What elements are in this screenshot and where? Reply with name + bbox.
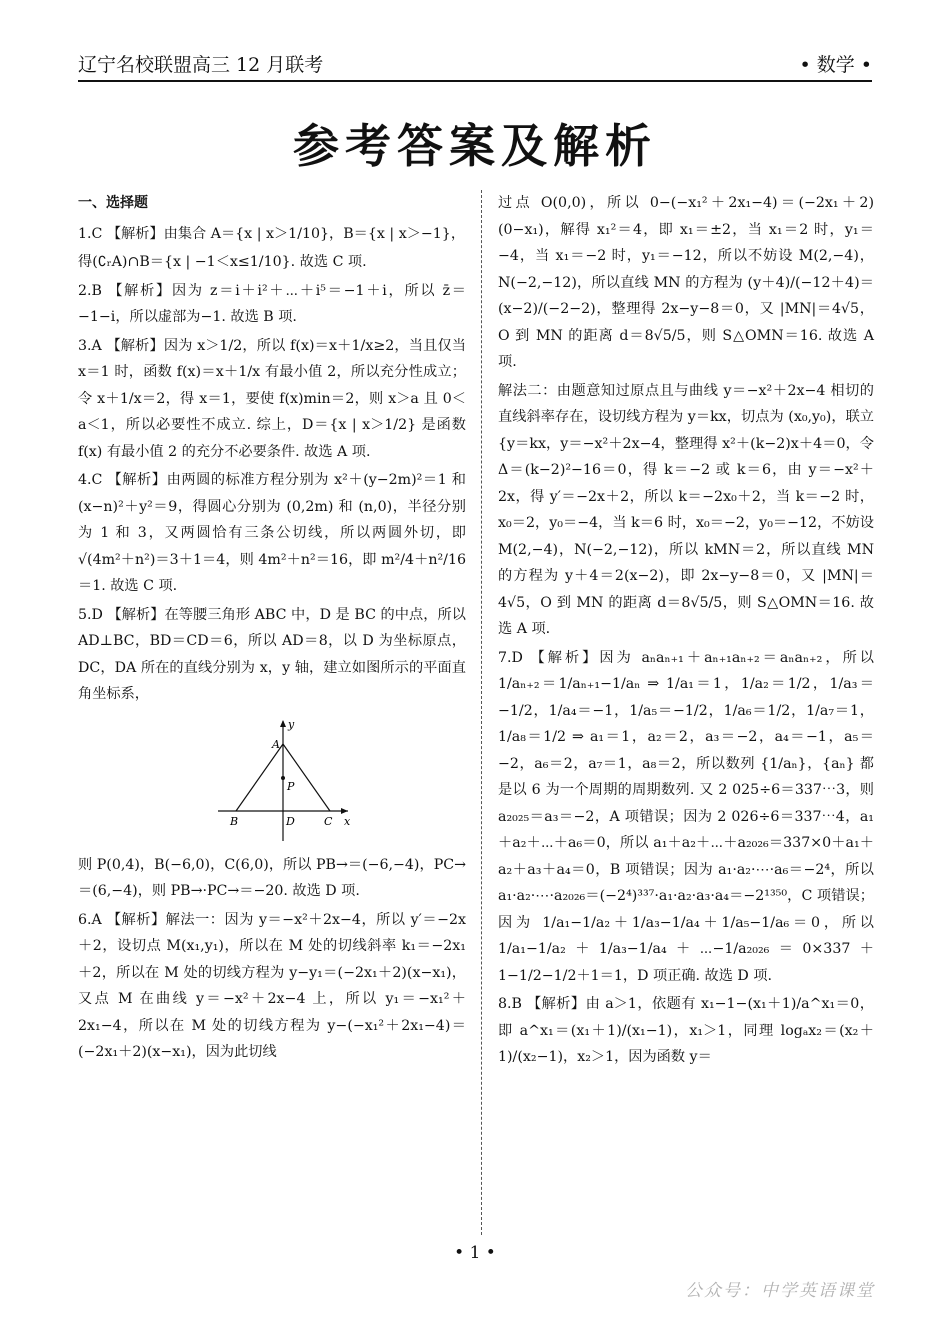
side-ac	[283, 744, 330, 811]
answer-6-method-2: 解法二：由题意知过原点且与曲线 y＝−x²＋2x−4 相切的直线斜率存在，设切线方程为 y＝kx，切点为 (x₀,y₀)，联立 {y＝kx，y＝−x²＋2x−4，整理得 x²＋(k−2)x＋4＝0，令 Δ＝(k−2)²−16＝0，得 k＝−2 或 k＝6，由 y＝−x²＋2x，得 y′＝−2x＋2，所以 k＝−2x₀＋2，当 k＝−2 时，x₀＝2，y₀＝−4，当 k＝6 时，x₀＝−2，y₀＝−12，不妨设 M(2,−4)，N(−2,−12)，所以 kMN＝2，所以直线 MN 的方程为 y＋4＝2(x−2)，即 2x−y−8＝0，又 |MN|＝4√5，O 到 MN 的距离 d＝8√5/5，则 S△OMN＝16. 故选 A 项.	[498, 382, 874, 637]
answer-3: 3.A 【解析】因为 x＞1/2，所以 f(x)＝x＋1/x≥2，当且仅当 x＝1 时，函数 f(x)＝x＋1/x 有最小值 2，所以充分性成立；令 x＋1/x＝2，得 x＝1，要使 f(x)min＝2，则 x＞a 且 0＜a＜1，所以必要性不成立. 综上，D＝{x | x＞1/2} 是函数 f(x) 有最小值 2 的充分不必要条件. 故选 A 项.	[78, 337, 466, 460]
answer-7: 7.D 【解析】因为 aₙaₙ₊₁＋aₙ₊₁aₙ₊₂＝aₙaₙ₊₂，所以 1/aₙ₊₂＝1/aₙ₊₁−1/aₙ ⇒ 1/a₁＝1，1/a₂＝1/2，1/a₃＝−1/2，1/a₄＝−1，1/a₅＝−1/2，1/a₆＝1/2，1/a₇＝1，1/a₈＝1/2 ⇒ a₁＝1，a₂＝2，a₃＝−2，a₄＝−1，a₅＝−2，a₆＝2，a₇＝1，a₈＝2，所以数列 {1/aₙ}，{aₙ} 都是以 6 为一个周期的周期数列. 又 2 025÷6＝337⋯3，则 a₂₀₂₅＝a₃＝−2，A 项错误；因为 2 026÷6＝337⋯4，a₁＋a₂＋⋯＋a₆＝0，所以 a₁＋a₂＋⋯＋a₂₀₂₆＝337×0＋a₁＋a₂＋a₃＋a₄＝0，B 项错误；因为 a₁·a₂·⋯·a₆＝−2⁴，所以 a₁·a₂·⋯·a₂₀₂₆＝(−2⁴)³³⁷·a₁·a₂·a₃·a₄＝−2¹³⁵⁰，C 项错误；因为 1/a₁−1/a₂＋1/a₃−1/a₄＋1/a₅−1/a₆＝0，所以 1/a₁−1/a₂＋1/a₃−1/a₄＋⋯−1/a₂₀₂₆＝0×337＋1−1/2−1/2＋1＝1，D 项正确. 故选 D 项.	[498, 649, 874, 984]
page-number: • 1 •	[454, 1243, 496, 1263]
answer-2: 2.B 【解析】因为 z＝i＋i²＋⋯＋i⁵＝−1＋i，所以 z̄＝−1−i，所以虚部为−1. 故选 B 项.	[78, 282, 466, 325]
answer-5: 5.D 【解析】在等腰三角形 ABC 中，D 是 BC 的中点，所以 AD⊥BC，BD＝CD＝6，所以 AD＝8，以 D 为坐标原点，DC，DA 所在的直线分别为 x，y 轴，建立如图所示的平面直角坐标系，	[78, 606, 466, 702]
answer-6: 6.A 【解析】解法一：因为 y＝−x²＋2x−4，所以 y′＝−2x＋2，设切点 M(x₁,y₁)，所以在 M 处的切线斜率 k₁＝−2x₁＋2，所以在 M 处的切线方程为 y−y₁＝(−2x₁＋2)(x−x₁)，又点 M 在曲线 y＝−x²＋2x−4 上，所以 y₁＝−x₁²＋2x₁−4，所以在 M 处的切线方程为 y−(−x₁²＋2x₁−4)＝(−2x₁＋2)(x−x₁)，因为此切线	[78, 911, 466, 1060]
header-exam-name: 辽宁名校联盟高三 12 月联考	[78, 54, 324, 76]
answer-5-cont: 则 P(0,4)，B(−6,0)，C(6,0)，所以 PB→＝(−6,−4)，PC→＝(6,−4)，则 PB→·PC→＝−20. 故选 D 项.	[78, 856, 466, 899]
watermark: 公众号：中学英语课堂	[685, 1281, 875, 1301]
page-header	[78, 52, 872, 82]
label-x: x	[344, 814, 351, 828]
label-b: B	[230, 814, 239, 828]
label-d: D	[286, 814, 295, 828]
label-p: P	[287, 779, 295, 793]
side-ab	[236, 744, 283, 811]
header-subject: • 数学 •	[799, 54, 872, 76]
answer-1: 1.C 【解析】由集合 A＝{x | x＞1/10}，B＝{x | x＞−1}，	[78, 225, 466, 242]
point-p	[281, 776, 285, 780]
left-column	[78, 190, 466, 1068]
label-y: y	[288, 717, 295, 731]
y-axis-arrow	[280, 720, 286, 727]
answer-1-cont: 得(∁ᵣA)∩B＝{x | −1＜x≤1/10}. 故选 C 项.	[78, 254, 367, 270]
column-divider	[481, 190, 482, 1235]
answer-8: 8.B 【解析】由 a＞1，依题有 x₁−1−(x₁＋1)/a^x₁＝0，即 a^x₁＝(x₁＋1)/(x₁−1)，x₁＞1，同理 logₐx₂＝(x₂＋1)/(x₂−1)，x₂＞1，因为函数 y＝	[498, 996, 874, 1065]
label-c: C	[324, 814, 333, 828]
page-title: 参考答案及解析	[293, 119, 657, 173]
triangle-coordinate-figure	[208, 716, 358, 846]
answer-6-cont: 过点 O(0,0)，所以 0−(−x₁²＋2x₁−4)＝(−2x₁＋2)(0−x₁)，解得 x₁²＝4，即 x₁＝±2，当 x₁＝2 时，y₁＝−4，当 x₁＝−2 时，y₁＝−12，所以不妨设 M(2,−4)，N(−2,−12)，所以直线 MN 的方程为 (y＋4)/(−12＋4)＝(x−2)/(−2−2)，整理得 2x−y−8＝0，又 |MN|＝4√5，O 到 MN 的距离 d＝8√5/5，则 S△OMN＝16. 故选 A 项.	[498, 195, 874, 370]
section-heading: 一、选择题	[78, 195, 148, 211]
x-axis-arrow	[341, 808, 348, 814]
answer-4: 4.C 【解析】由两圆的标准方程分别为 x²＋(y−2m)²＝1 和 (x−n)²＋y²＝9，得圆心分别为 (0,2m) 和 (n,0)，半径分别为 1 和 3，又两圆恰有三条公切线，所以两圆外切，即 √(4m²＋n²)＝3＋1＝4，则 4m²＋n²＝16，即 m²/4＋n²/16＝1. 故选 C 项.	[78, 472, 466, 594]
right-column	[498, 190, 874, 1073]
label-a: A	[272, 737, 280, 751]
